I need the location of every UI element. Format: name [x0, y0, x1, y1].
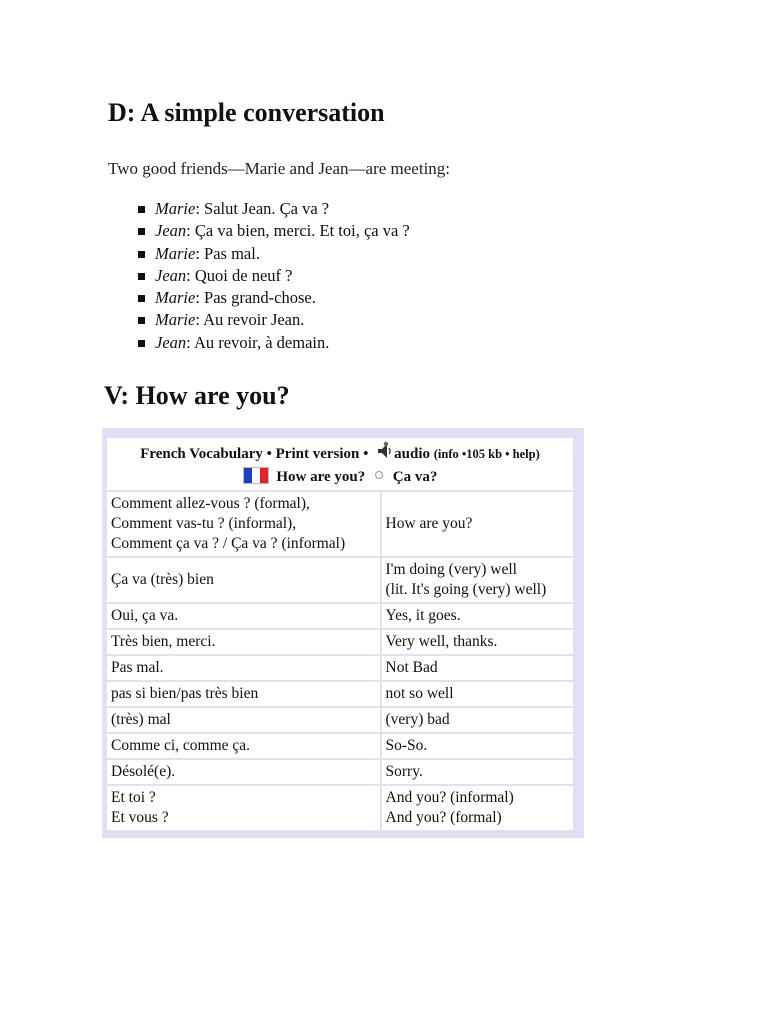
square-bullet-icon: [138, 206, 145, 213]
square-bullet-icon: [138, 273, 145, 280]
speaker-name: Jean: [155, 265, 187, 285]
english-translation-cell: [382, 558, 574, 602]
french-phrase: Comment allez-vous ? (formal),: [111, 495, 310, 512]
subtitle-french: Ça va?: [392, 469, 438, 485]
table-row: [107, 656, 573, 680]
english-translation: And you? (formal): [385, 809, 502, 826]
english-translation: So-So.: [385, 737, 428, 754]
section-v-heading: V: How are you?: [104, 381, 290, 410]
speaker-name: Jean: [155, 221, 187, 241]
french-phrase-cell: [107, 786, 380, 830]
french-phrase: Très bien, merci.: [111, 633, 216, 650]
table-row: [107, 682, 573, 706]
french-phrase-cell: [107, 604, 380, 628]
table-header-cell: [107, 438, 573, 490]
speaker-name: Marie: [155, 310, 196, 330]
list-item: [136, 265, 410, 287]
line-text: : Ça va bien, merci. Et toi, ça va ?: [186, 221, 410, 241]
french-phrase: Et vous ?: [111, 809, 169, 826]
square-bullet-icon: [138, 317, 145, 324]
table-row: [107, 760, 573, 784]
english-translation: not so well: [385, 685, 454, 702]
french-phrase-cell: [107, 492, 380, 556]
english-translation-cell: [382, 708, 574, 732]
english-translation-cell: [382, 734, 574, 758]
english-translation: How are you?: [385, 515, 473, 532]
line-text: : Au revoir Jean.: [195, 310, 305, 330]
english-translation-cell: [382, 682, 574, 706]
table-row: [107, 558, 573, 602]
square-bullet-icon: [138, 340, 145, 347]
speaker-name: Marie: [155, 288, 196, 308]
square-bullet-icon: [138, 228, 145, 235]
list-item: [136, 287, 410, 309]
table-header-line: [110, 441, 570, 467]
circle-separator-icon: [375, 471, 383, 479]
french-phrase-cell: [107, 734, 380, 758]
french-phrase: Et toi ?: [111, 789, 156, 806]
french-phrase-cell: [107, 558, 380, 602]
line-text: : Pas mal.: [195, 243, 260, 263]
english-translation: I'm doing (very) well: [385, 561, 517, 578]
list-item: [136, 243, 410, 265]
table-row: [107, 604, 573, 628]
table-row: [107, 492, 573, 556]
french-phrase: Oui, ça va.: [111, 607, 179, 624]
french-phrase-cell: [107, 682, 380, 706]
french-phrase: Ça va (très) bien: [111, 571, 214, 588]
line-text: : Au revoir, à demain.: [186, 332, 330, 352]
table-row: [107, 734, 573, 758]
table-row: [107, 708, 573, 732]
english-translation-cell: [382, 630, 574, 654]
french-phrase: Désolé(e).: [111, 763, 176, 780]
list-item: [136, 309, 410, 331]
audio-link[interactable]: audio: [394, 446, 431, 462]
list-item: [136, 198, 410, 220]
list-item: [136, 332, 410, 354]
french-phrase: (très) mal: [111, 711, 171, 728]
line-text: : Pas grand-chose.: [195, 288, 316, 308]
conversation-list: [136, 198, 410, 354]
vocab-link[interactable]: French Vocabulary: [140, 446, 263, 462]
french-phrase: pas si bien/pas très bien: [111, 685, 259, 702]
english-translation: Sorry.: [385, 763, 423, 780]
french-phrase-cell: [107, 630, 380, 654]
section-d-intro: Two good friends—Marie and Jean—are meeting:: [108, 159, 451, 178]
french-phrase-cell: [107, 656, 380, 680]
english-translation: Yes, it goes.: [385, 607, 461, 624]
table-header-row: [107, 438, 573, 490]
france-flag-icon: [243, 467, 269, 484]
french-phrase-cell: [107, 708, 380, 732]
english-translation: And you? (informal): [385, 789, 514, 806]
french-phrase-cell: [107, 760, 380, 784]
section-d-heading: D: A simple conversation: [108, 98, 385, 127]
english-translation-cell: [382, 492, 574, 556]
vocab-table: [105, 436, 575, 832]
line-text: : Quoi de neuf ?: [186, 265, 293, 285]
table-row: [107, 630, 573, 654]
print-version-link[interactable]: Print version: [275, 446, 360, 462]
english-translation: (lit. It's going (very) well): [385, 581, 547, 598]
english-translation-cell: [382, 760, 574, 784]
square-bullet-icon: [138, 295, 145, 302]
square-bullet-icon: [138, 251, 145, 258]
french-phrase: Comme ci, comme ça.: [111, 737, 251, 754]
speaker-name: Marie: [155, 243, 196, 263]
english-translation: Very well, thanks.: [385, 633, 498, 650]
english-translation: Not Bad: [385, 659, 438, 676]
line-text: : Salut Jean. Ça va ?: [195, 199, 330, 218]
english-translation-cell: [382, 604, 574, 628]
table-row: [107, 786, 573, 830]
subtitle-english: How are you?: [276, 469, 366, 485]
french-phrase: Comment vas-tu ? (informal),: [111, 515, 297, 532]
english-translation-cell: [382, 786, 574, 830]
header-separator: •: [363, 446, 369, 462]
header-separator: •: [266, 446, 272, 462]
french-phrase: Comment ça va ? / Ça va ? (informal): [111, 535, 346, 552]
speaker-name: Jean: [155, 332, 187, 352]
list-item: [136, 220, 410, 242]
speaker-icon[interactable]: [375, 441, 393, 467]
audio-info[interactable]: (info •105 kb • help): [433, 447, 540, 461]
table-subtitle-line: [110, 467, 570, 487]
speaker-name: Marie: [155, 199, 196, 218]
english-translation: (very) bad: [385, 711, 450, 728]
english-translation-cell: [382, 656, 574, 680]
french-phrase: Pas mal.: [111, 659, 164, 676]
